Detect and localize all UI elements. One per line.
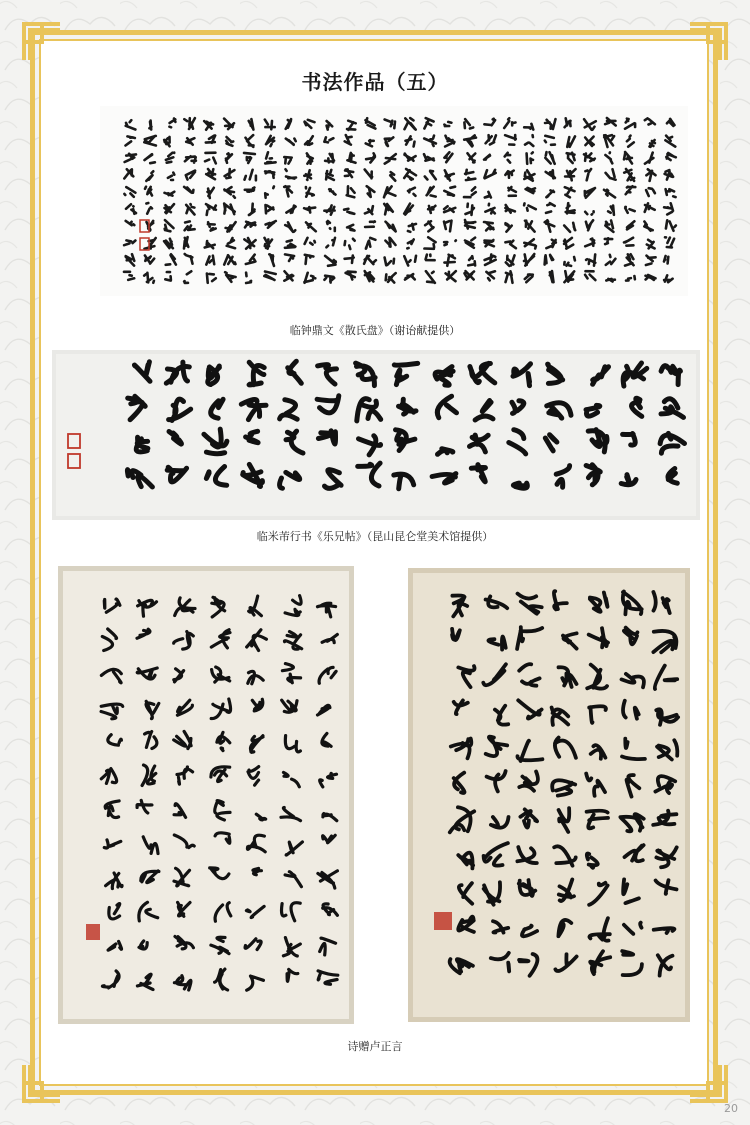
artwork-poem-scroll-left bbox=[58, 566, 354, 1024]
calligraphy-glyph bbox=[184, 237, 188, 248]
calligraphy-glyph bbox=[149, 121, 151, 130]
page-title: 书法作品（五） bbox=[301, 70, 449, 94]
artwork-caption-2: 临米芾行书《乐兄帖》（昆山昆仑堂美术馆提供） bbox=[256, 530, 494, 543]
calligraphy-glyph bbox=[668, 469, 677, 484]
artwork-seal-script-sanshipan bbox=[100, 106, 688, 296]
corner-ornament-top-right bbox=[686, 20, 730, 64]
artwork-poem-scroll-right bbox=[408, 568, 690, 1022]
artwork-running-script-lexiong bbox=[52, 350, 700, 520]
calligraphy-glyph bbox=[438, 449, 453, 455]
calligraphy-glyph bbox=[647, 240, 655, 249]
artwork-caption-3: 诗赠卢正言 bbox=[347, 1040, 403, 1053]
corner-ornament-bottom-right bbox=[686, 1061, 730, 1105]
page-number: 20 bbox=[724, 1102, 738, 1115]
corner-ornament-bottom-left bbox=[20, 1061, 64, 1105]
calligraphy-glyph bbox=[586, 405, 600, 416]
corner-ornament-top-left bbox=[20, 20, 64, 64]
calligraphy-glyph bbox=[606, 279, 615, 282]
calligraphy-glyph bbox=[513, 483, 527, 488]
artwork-caption-1: 临钟鼎文《散氏盘》（谢诒献提供） bbox=[289, 324, 461, 337]
calligraphy-glyph bbox=[208, 366, 220, 385]
